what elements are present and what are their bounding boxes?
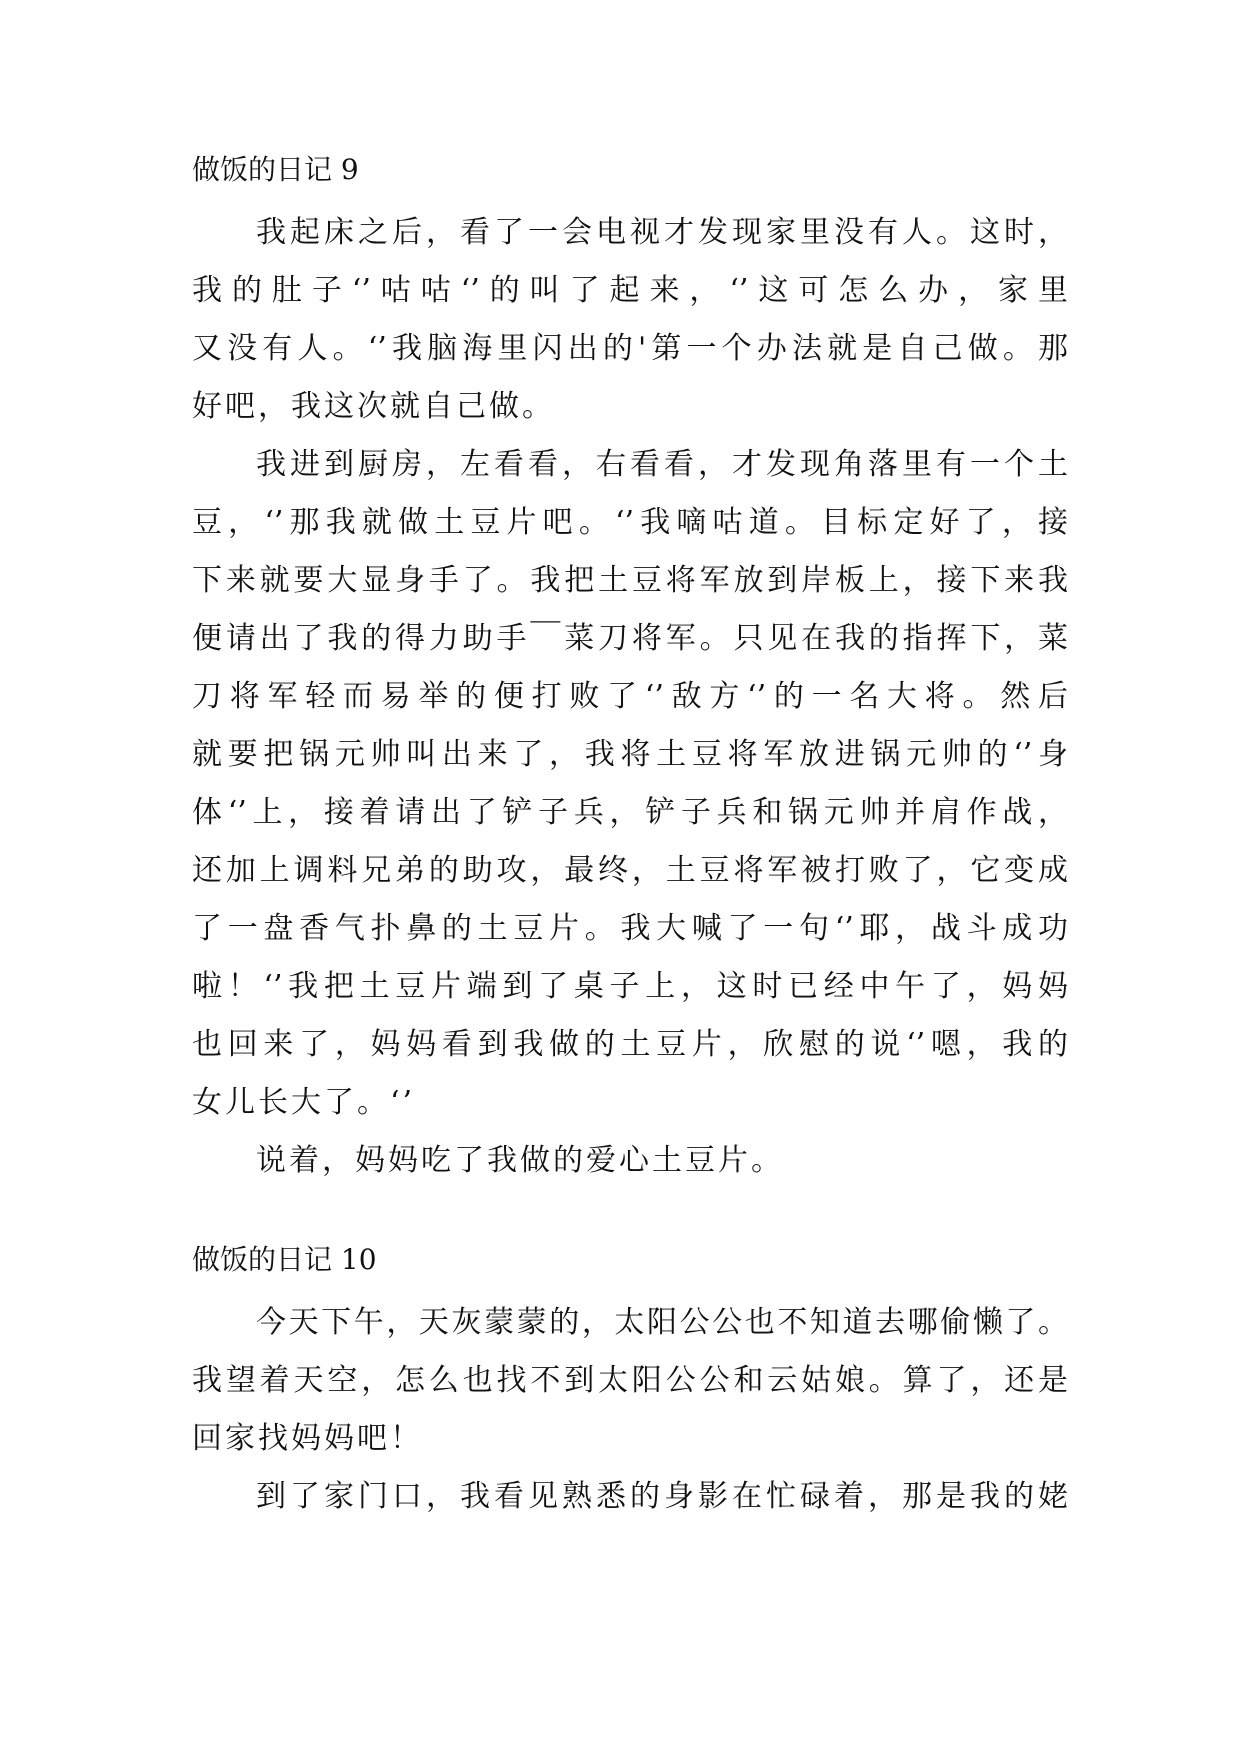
text-line: 我的肚子‘’咕咕‘’的叫了起来，‘’这可怎么办，家里 [192,273,1068,308]
paragraph [192,204,1068,436]
text-line: 就要把锅元帅叫出来了，我将土豆将军放进锅元帅的‘’身 [192,737,1068,772]
text-line: 下来就要大显身手了。我把土豆将军放到岸板上，接下来我 [192,563,1068,598]
text-line: 回家找妈妈吧！ [192,1421,423,1456]
text-line: 啦！‘’我把土豆片端到了桌子上，这时已经中午了，妈妈 [192,969,1068,1004]
text-line: 豆，‘’那我就做土豆片吧。‘’我嘀咕道。目标定好了，接 [192,505,1068,540]
paragraph [192,1294,1068,1468]
text-line: 女儿长大了。‘’ [192,1085,416,1120]
paragraph [192,436,1068,1132]
paragraph [192,1132,1068,1190]
text-line: 我望着天空，怎么也找不到太阳公公和云姑娘。算了，还是 [192,1363,1068,1398]
paragraph [192,1468,1068,1526]
text-line: 我进到厨房，左看看，右看看，才发现角落里有一个土 [256,447,1068,482]
text-line: 刀将军轻而易举的便打败了‘’敌方‘’的一名大将。然后 [192,679,1068,714]
section-gap [192,1190,1068,1240]
text-line: 还加上调料兄弟的助攻，最终，土豆将军被打败了，它变成 [192,853,1068,888]
text-line: 也回来了，妈妈看到我做的土豆片，欣慰的说‘’嗯，我的 [192,1027,1068,1062]
document-page [192,150,1068,1526]
text-line: 了一盘香气扑鼻的土豆片。我大喊了一句‘’耶，战斗成功 [192,911,1068,946]
text-line: 又没有人。‘’我脑海里闪出的'第一个办法就是自己做。那 [192,331,1068,366]
text-line: 便请出了我的得力助手￣菜刀将军。只见在我的指挥下，菜 [192,621,1068,656]
text-line: 体‘’上，接着请出了铲子兵，铲子兵和锅元帅并肩作战， [192,795,1068,830]
text-line: 我起床之后，看了一会电视才发现家里没有人。这时， [256,215,1068,250]
text-line: 今天下午，天灰蒙蒙的，太阳公公也不知道去哪偷懒了。 [256,1305,1068,1340]
section-title: 做饭的日记 9 [192,153,359,186]
section-title: 做饭的日记 10 [192,1243,377,1276]
text-line: 说着，妈妈吃了我做的爱心土豆片。 [256,1143,784,1178]
text-line: 到了家门口，我看见熟悉的身影在忙碌着，那是我的姥 [256,1479,1068,1514]
text-line: 好吧，我这次就自己做。 [192,389,555,424]
